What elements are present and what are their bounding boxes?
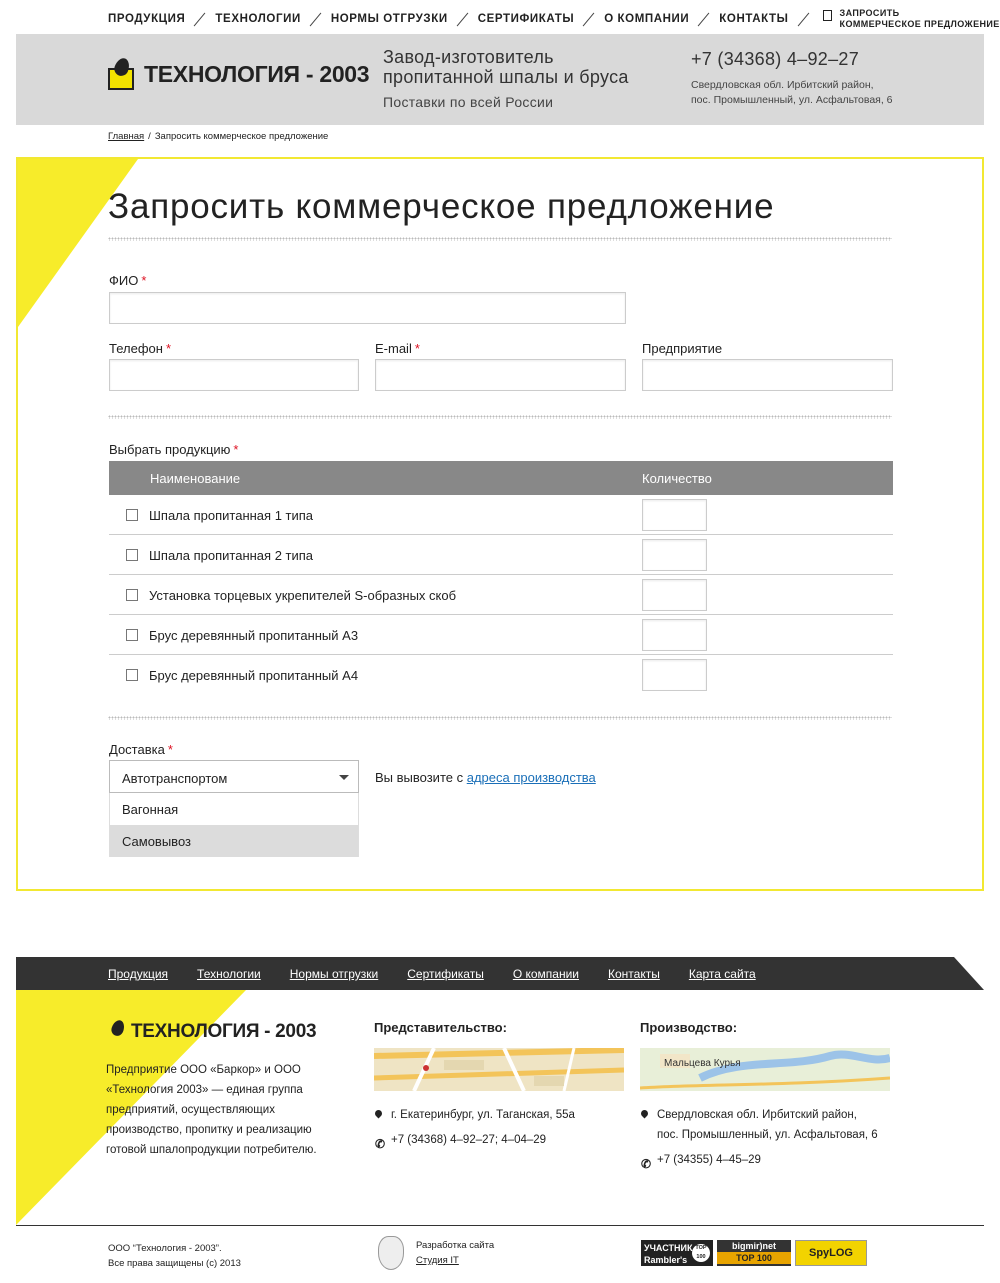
rambler-counter-line2: Rambler's [644, 1255, 688, 1265]
rambler-counter[interactable] [641, 1240, 713, 1266]
footer-link-tekhnologii[interactable]: Технологии [197, 967, 261, 981]
spylog-counter[interactable]: SpyLOG [795, 1240, 867, 1266]
footer-link-normy[interactable]: Нормы отгрузки [289, 967, 379, 981]
delivery-option-vagonnaya[interactable]: Вагонная [109, 793, 359, 825]
topnav-produktsiya[interactable]: ПРОДУКЦИЯ [108, 13, 186, 25]
request-offer-link[interactable] [823, 8, 1000, 30]
quantity-field[interactable] [642, 659, 707, 691]
header-contacts [691, 49, 893, 108]
column-qty-header: Количество [642, 471, 712, 486]
products-table-header [109, 461, 893, 495]
request-form-panel [16, 157, 984, 891]
site-logo[interactable] [108, 58, 369, 90]
studio-emblem-icon [378, 1236, 404, 1270]
delivery-label: Доставка * [109, 742, 173, 757]
dotted-divider [108, 237, 892, 241]
breadcrumb [108, 131, 328, 142]
tagline [383, 47, 629, 110]
bigmir-counter[interactable] [717, 1240, 791, 1266]
document-icon [823, 10, 832, 21]
plant-column [640, 1020, 890, 1170]
breadcrumb-current: Запросить коммерческое предложение [154, 131, 329, 142]
chevron-down-icon [339, 775, 349, 780]
delivery-note [375, 770, 596, 785]
nav-separator [193, 12, 207, 26]
footer-bottom [16, 1225, 984, 1283]
company-label: Предприятие [642, 341, 723, 356]
developer-label: Разработка сайта [416, 1240, 495, 1251]
tagline-line1: Завод-изготовитель [383, 47, 554, 67]
product-name: Установка торцевых укрепителей S-образных скоб [149, 588, 457, 603]
topnav-sertifikaty[interactable]: СЕРТИФИКАТЫ [477, 13, 575, 25]
copyright-line1: ООО “Технология - 2003”. [108, 1243, 222, 1254]
quantity-field[interactable] [642, 579, 707, 611]
fio-field[interactable] [109, 292, 626, 324]
tagline-line2: пропитанной шпалы и бруса [383, 67, 629, 87]
table-row [109, 535, 893, 575]
breadcrumb-home-link[interactable]: Главная [108, 131, 145, 142]
quantity-field[interactable] [642, 619, 707, 651]
product-checkbox[interactable] [126, 589, 138, 601]
product-checkbox[interactable] [126, 669, 138, 681]
tagline-sub: Поставки по всей России [383, 94, 554, 110]
plant-title: Производство: [640, 1020, 738, 1035]
quantity-field[interactable] [642, 539, 707, 571]
rambler-counter-line1: УЧАСТНИК [644, 1243, 693, 1253]
top-nav [108, 9, 1000, 29]
site-header [16, 34, 984, 125]
product-checkbox[interactable] [126, 629, 138, 641]
footer-link-karta-sayta[interactable]: Карта сайта [688, 967, 756, 981]
footer-link-produktsiya[interactable]: Продукция [108, 967, 169, 981]
table-row [109, 495, 893, 535]
plant-phone: ✆ +7 (34355) 4–45–29 [640, 1150, 890, 1170]
office-phone: ✆ +7 (34368) 4–92–27; 4–04–29 [374, 1130, 624, 1150]
offer-line2: КОММЕРЧЕСКОЕ ПРЕДЛОЖЕНИЕ [839, 19, 1000, 29]
footer-nav [108, 967, 785, 981]
nav-separator [456, 12, 470, 26]
delivery-option-samovyvoz[interactable]: Самовывоз [109, 825, 359, 857]
bigmir-counter-line2: TOP 100 [717, 1252, 791, 1264]
map-pin-icon [374, 1109, 384, 1119]
products-table [109, 461, 893, 695]
logo-text: ТЕХНОЛОГИЯ - 2003 [144, 60, 370, 87]
office-title: Представительство: [374, 1020, 507, 1035]
footer-link-kontakty[interactable]: Контакты [608, 967, 660, 981]
quantity-field[interactable] [642, 499, 707, 531]
plant-map-label: Мальцева Курья [664, 1058, 741, 1069]
dotted-divider [108, 716, 892, 720]
footer-logo[interactable] [108, 1020, 316, 1044]
nav-separator [309, 12, 323, 26]
table-row [109, 655, 893, 695]
developer-credit [378, 1236, 494, 1270]
logo-drop-icon [108, 1020, 128, 1044]
plant-map[interactable] [640, 1048, 890, 1091]
topnav-o-kompanii[interactable]: О КОМПАНИИ [604, 13, 690, 25]
topnav-kontakty[interactable]: КОНТАКТЫ [719, 13, 789, 25]
phone-field[interactable] [109, 359, 359, 391]
delivery-select-current[interactable] [109, 760, 359, 793]
product-checkbox[interactable] [126, 549, 138, 561]
office-map[interactable] [374, 1048, 624, 1091]
nav-separator [582, 12, 596, 26]
page-title: Запросить коммерческое предложение [108, 187, 775, 226]
dotted-divider [108, 415, 892, 419]
copyright-line2: Все права защищены (с) 2013 [108, 1258, 241, 1269]
delivery-note-text: Вы вывозите с [375, 770, 464, 785]
breadcrumb-separator: / [148, 131, 151, 142]
products-label: Выбрать продукцию * [109, 442, 239, 457]
delivery-select[interactable] [109, 760, 359, 857]
phone-icon: ✆ [375, 1137, 386, 1151]
topnav-normy-otgruzki[interactable]: НОРМЫ ОТГРУЗКИ [330, 13, 448, 25]
office-address: г. Екатеринбург, ул. Таганская, 55а [374, 1105, 624, 1125]
product-name: Шпала пропитанная 1 типа [149, 508, 314, 523]
map-pin-icon [640, 1109, 650, 1119]
email-field[interactable] [375, 359, 626, 391]
header-address-line2: пос. Промышленный, ул. Асфальтовая, 6 [691, 94, 893, 106]
table-row [109, 575, 893, 615]
phone-label: Телефон * [109, 341, 171, 356]
logo-drop-icon [108, 58, 136, 90]
footer-link-sertifikaty[interactable]: Сертификаты [407, 967, 484, 981]
table-row [109, 615, 893, 655]
rambler-counter-badge: TOP 100 [692, 1244, 710, 1262]
copyright [108, 1241, 241, 1271]
topnav-tekhnologii[interactable]: ТЕХНОЛОГИИ [215, 13, 301, 25]
footer-logo-text: ТЕХНОЛОГИЯ - 2003 [131, 1021, 317, 1042]
email-label: E-mail * [375, 341, 420, 356]
fio-label: ФИО * [109, 273, 147, 288]
nav-separator [797, 12, 811, 26]
product-name: Брус деревянный пропитанный А3 [149, 628, 359, 643]
header-address-line1: Свердловская обл. Ирбитский район, [691, 79, 874, 91]
nav-separator [697, 12, 711, 26]
office-column [374, 1020, 624, 1150]
product-checkbox[interactable] [126, 509, 138, 521]
footer-description: Предприятие ООО «Баркор» и ООО «Технология 2003» — единая группа предприятий, осуществляющих производство, пропитку и реализацию готовой шпалопродукции потребителю. [106, 1064, 317, 1156]
delivery-selected-value: Автотранспортом [122, 771, 228, 786]
counters [641, 1240, 871, 1266]
company-field[interactable] [642, 359, 893, 391]
phone-icon: ✆ [641, 1157, 652, 1171]
studio-link[interactable]: Студия IT [416, 1255, 459, 1266]
product-name: Брус деревянный пропитанный А4 [149, 668, 359, 683]
product-name: Шпала пропитанная 2 типа [149, 548, 314, 563]
production-address-link[interactable]: адреса производства [466, 770, 596, 785]
bigmir-counter-line1: bigmir)net [732, 1241, 776, 1251]
header-phone: +7 (34368) 4–92–27 [691, 49, 860, 69]
footer-nav-bar [16, 957, 984, 990]
footer-link-o-kompanii[interactable]: О компании [512, 967, 580, 981]
column-name-header: Наименование [150, 471, 241, 486]
offer-line1: ЗАПРОСИТЬ [839, 8, 900, 18]
footer-body [16, 990, 984, 1225]
plant-address: Свердловская обл. Ирбитский район, пос. Промышленный, ул. Асфальтовая, 6 [640, 1105, 890, 1145]
